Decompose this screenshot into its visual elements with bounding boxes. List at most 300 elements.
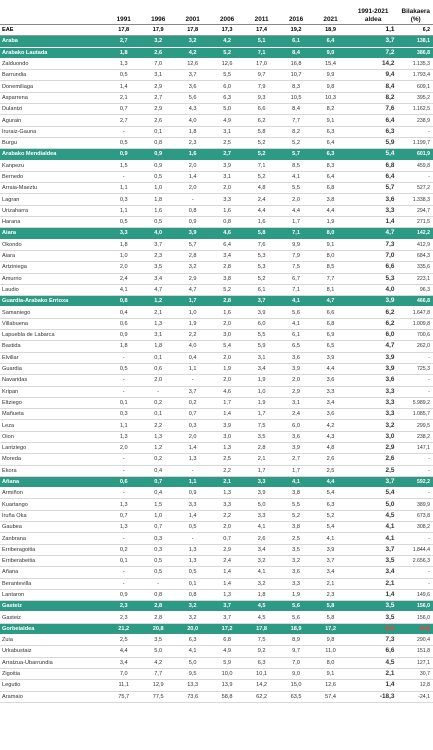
aldea-value: 4,5	[348, 510, 399, 521]
year-value: 6,7	[279, 273, 313, 284]
year-value: 1,0	[141, 510, 175, 521]
bilakaera-value: 1.647,8	[398, 307, 433, 318]
year-value: 0,3	[175, 420, 209, 431]
year-value: 6,4	[313, 171, 347, 182]
table-row	[0, 465, 433, 476]
table-row	[0, 409, 433, 420]
year-value: 3,2	[175, 36, 209, 47]
year-value: 2,4	[244, 194, 278, 205]
bilakaera-value: -	[398, 126, 433, 137]
year-value: 9,1	[313, 668, 347, 679]
table-row	[0, 262, 433, 273]
table-row	[0, 126, 433, 137]
year-value: 7,7	[141, 668, 175, 679]
year-value: 1,0	[244, 386, 278, 397]
row-name: Arabako Mendialdea	[0, 149, 106, 160]
year-value: 2,0	[175, 183, 209, 194]
aldea-value: 6,4	[348, 115, 399, 126]
table-row	[0, 81, 433, 92]
year-value: 5,2	[210, 284, 244, 295]
bilakaera-value: 527,2	[398, 183, 433, 194]
year-value: 7,1	[279, 228, 313, 239]
table-row	[0, 522, 433, 533]
aldea-value: 3,9	[348, 363, 399, 374]
column-header-2016: 2016	[279, 0, 313, 25]
table-row	[0, 217, 433, 228]
year-value: 4,1	[279, 296, 313, 307]
bilakaera-value: 335,6	[398, 262, 433, 273]
aldea-value: 9,4	[348, 70, 399, 81]
year-value: 4,1	[279, 476, 313, 487]
table-row	[0, 330, 433, 341]
aldea-value: 3,5	[348, 555, 399, 566]
aldea-value: 3,5	[348, 612, 399, 623]
aldea-value: 6,8	[348, 160, 399, 171]
row-name: Lantaron	[0, 589, 106, 600]
row-name: Samaniego	[0, 307, 106, 318]
year-value: 5,8	[313, 612, 347, 623]
aldea-value: 3,0	[348, 431, 399, 442]
year-value: 5,0	[210, 104, 244, 115]
year-value: -	[106, 126, 140, 137]
aldea-value: 1,1	[348, 25, 399, 36]
year-value: 6,8	[313, 183, 347, 194]
year-value: 2,7	[141, 92, 175, 103]
aldea-value: 3,9	[348, 352, 399, 363]
year-value: 4,7	[141, 284, 175, 295]
year-value: 2,1	[244, 454, 278, 465]
year-value: 3,4	[313, 397, 347, 408]
row-name: Arabako Lautada	[0, 47, 106, 58]
year-value: 1,4	[210, 409, 244, 420]
year-value: 4,0	[175, 115, 209, 126]
row-name: Oion	[0, 431, 106, 442]
year-value: 5,3	[244, 250, 278, 261]
year-value: 5,0	[244, 499, 278, 510]
year-value: 2,3	[175, 137, 209, 148]
year-value: 3,9	[175, 228, 209, 239]
year-value: 0,5	[106, 217, 140, 228]
year-value: 10,3	[313, 92, 347, 103]
year-value: 0,8	[141, 137, 175, 148]
table-row	[0, 183, 433, 194]
table-row	[0, 555, 433, 566]
year-value: 3,8	[210, 273, 244, 284]
year-value: 2,5	[279, 533, 313, 544]
year-value: 4,9	[210, 115, 244, 126]
year-value: 0,6	[106, 318, 140, 329]
year-value: 5,7	[279, 149, 313, 160]
year-value: 6,1	[279, 36, 313, 47]
year-value: 3,7	[210, 601, 244, 612]
aldea-value: 3,4	[348, 567, 399, 578]
year-value: 3,2	[244, 555, 278, 566]
row-name: Okondo	[0, 239, 106, 250]
row-name: Araba	[0, 36, 106, 47]
year-value: 4,4	[313, 476, 347, 487]
aldea-value: 5,3	[348, 273, 399, 284]
year-value: 4,4	[313, 363, 347, 374]
year-value: 9,9	[279, 239, 313, 250]
table-row	[0, 92, 433, 103]
year-value: -	[106, 488, 140, 499]
table-row	[0, 352, 433, 363]
year-value: 2,0	[175, 160, 209, 171]
year-value: 8,0	[313, 228, 347, 239]
aldea-value: -4,0	[348, 623, 399, 634]
year-value: 19,2	[279, 25, 313, 36]
year-value: -	[175, 375, 209, 386]
year-value: 18,9	[313, 25, 347, 36]
year-value: 2,9	[210, 544, 244, 555]
year-value: 3,3	[279, 578, 313, 589]
year-value: 2,5	[313, 465, 347, 476]
year-value: 2,7	[106, 115, 140, 126]
year-value: 7,9	[279, 250, 313, 261]
year-value: 5,2	[244, 149, 278, 160]
row-name: Lagran	[0, 194, 106, 205]
row-name: Aiara	[0, 228, 106, 239]
year-value: 1,1	[106, 183, 140, 194]
bilakaera-value: 223,1	[398, 273, 433, 284]
row-name: Zanbrana	[0, 533, 106, 544]
year-value: 4,3	[313, 431, 347, 442]
year-value: 17,8	[244, 623, 278, 634]
year-value: 1,3	[106, 431, 140, 442]
year-value: -	[175, 465, 209, 476]
year-value: 2,9	[141, 104, 175, 115]
year-value: 13,9	[210, 680, 244, 691]
row-name: Armiñon	[0, 488, 106, 499]
year-value: 0,1	[141, 352, 175, 363]
aldea-value: 6,6	[348, 262, 399, 273]
year-value: 3,9	[279, 363, 313, 374]
year-value: 3,9	[210, 420, 244, 431]
row-name: Arraia-Maeztu	[0, 183, 106, 194]
year-value: 1,8	[106, 47, 140, 58]
table-row	[0, 442, 433, 453]
aldea-value: 3,3	[348, 386, 399, 397]
year-value: 2,5	[210, 454, 244, 465]
bilakaera-value: 1.162,5	[398, 104, 433, 115]
bilakaera-value: -	[398, 567, 433, 578]
table-row	[0, 488, 433, 499]
bilakaera-value: 142,2	[398, 228, 433, 239]
table-row	[0, 194, 433, 205]
year-value: 8,0	[313, 657, 347, 668]
year-value: 7,7	[313, 273, 347, 284]
year-value: 4,2	[210, 36, 244, 47]
year-value: 1,3	[210, 589, 244, 600]
year-value: 1,7	[244, 465, 278, 476]
table-row	[0, 567, 433, 578]
year-value: 63,5	[279, 691, 313, 702]
year-value: 2,3	[106, 612, 140, 623]
year-value: 9,2	[244, 646, 278, 657]
year-value: 3,4	[106, 657, 140, 668]
table-row	[0, 160, 433, 171]
table-row	[0, 657, 433, 668]
year-value: -	[106, 454, 140, 465]
year-value: 2,6	[313, 454, 347, 465]
year-value: 11,1	[106, 680, 140, 691]
year-value: 0,1	[106, 555, 140, 566]
year-value: 6,3	[313, 126, 347, 137]
year-value: 0,7	[141, 522, 175, 533]
year-value: 9,0	[279, 668, 313, 679]
year-value: 7,6	[244, 239, 278, 250]
bilakaera-value: 149,6	[398, 589, 433, 600]
year-value: 1,8	[106, 341, 140, 352]
table-row	[0, 589, 433, 600]
year-value: 4,1	[106, 284, 140, 295]
year-value: 0,2	[106, 544, 140, 555]
table-row	[0, 612, 433, 623]
bilakaera-value: -	[398, 488, 433, 499]
year-value: 16,8	[279, 58, 313, 69]
table-row	[0, 363, 433, 374]
year-value: 1,1	[106, 205, 140, 216]
year-value: 77,5	[141, 691, 175, 702]
year-value: 14,2	[244, 680, 278, 691]
year-value: 6,6	[244, 104, 278, 115]
year-value: 6,5	[279, 341, 313, 352]
year-value: 1,7	[175, 296, 209, 307]
year-value: 5,6	[279, 307, 313, 318]
year-value: 7,5	[244, 635, 278, 646]
aldea-value: 3,2	[348, 420, 399, 431]
year-value: 9,9	[313, 70, 347, 81]
year-value: 3,9	[244, 307, 278, 318]
year-value: 1,3	[106, 58, 140, 69]
year-value: 8,2	[313, 104, 347, 115]
bilakaera-value: -24,1	[398, 691, 433, 702]
year-value: 2,1	[106, 92, 140, 103]
row-name: Gorbeialdea	[0, 623, 106, 634]
year-value: -	[106, 533, 140, 544]
year-value: 0,5	[141, 171, 175, 182]
year-value: 0,7	[210, 533, 244, 544]
year-value: 0,2	[141, 454, 175, 465]
year-value: 7,5	[244, 420, 278, 431]
year-value: 2,8	[210, 296, 244, 307]
year-value: 0,8	[210, 217, 244, 228]
year-value: 1,8	[106, 239, 140, 250]
year-value: 2,8	[210, 262, 244, 273]
year-value: 5,1	[244, 36, 278, 47]
year-value: 4,1	[244, 567, 278, 578]
year-value: 6,2	[244, 115, 278, 126]
year-value: 3,3	[244, 476, 278, 487]
year-value: 3,8	[279, 522, 313, 533]
year-value: 2,1	[141, 307, 175, 318]
row-name: Asparrena	[0, 92, 106, 103]
bilakaera-value: 395,2	[398, 92, 433, 103]
aldea-value: 1,4	[348, 589, 399, 600]
year-value: 2,1	[313, 578, 347, 589]
year-value: 8,4	[279, 104, 313, 115]
year-value: 7,5	[279, 262, 313, 273]
year-value: 0,8	[141, 589, 175, 600]
year-value: 3,3	[175, 499, 209, 510]
year-value: 4,1	[175, 646, 209, 657]
aldea-value: 4,1	[348, 533, 399, 544]
year-value: 3,4	[141, 273, 175, 284]
aldea-value: 3,3	[348, 409, 399, 420]
year-value: 4,1	[244, 522, 278, 533]
year-value: 0,1	[141, 409, 175, 420]
year-value: -	[175, 194, 209, 205]
table-row	[0, 431, 433, 442]
group-row	[0, 296, 433, 307]
year-value: 3,1	[279, 397, 313, 408]
year-value: 1,0	[175, 307, 209, 318]
year-value: 15,0	[279, 680, 313, 691]
aldea-value: 3,7	[348, 36, 399, 47]
year-value: 5,4	[210, 341, 244, 352]
year-value: 3,9	[210, 160, 244, 171]
year-value: 0,9	[175, 488, 209, 499]
table-row	[0, 635, 433, 646]
year-value: 3,9	[313, 544, 347, 555]
year-value: 4,1	[279, 318, 313, 329]
year-value: 4,4	[279, 205, 313, 216]
table-row	[0, 137, 433, 148]
year-value: 1,4	[175, 442, 209, 453]
bilakaera-value: 459,8	[398, 160, 433, 171]
year-value: 3,5	[141, 262, 175, 273]
aldea-value: 2,6	[348, 454, 399, 465]
year-value: 0,9	[141, 160, 175, 171]
year-value: 2,0	[106, 262, 140, 273]
table-row	[0, 273, 433, 284]
year-value: 13,3	[175, 680, 209, 691]
row-name: Guardia-Arabako Errioxa	[0, 296, 106, 307]
year-value: 17,2	[313, 623, 347, 634]
year-value: 7,1	[279, 284, 313, 295]
year-value: 9,8	[313, 635, 347, 646]
row-name: Moreda	[0, 454, 106, 465]
year-value: 1,4	[210, 578, 244, 589]
year-value: 1,9	[279, 589, 313, 600]
year-value: 5,4	[313, 522, 347, 533]
table-row	[0, 104, 433, 115]
column-header-2021: 2021	[313, 0, 347, 25]
aldea-value: 7,3	[348, 635, 399, 646]
year-value: 1,8	[175, 126, 209, 137]
year-value: 3,9	[279, 442, 313, 453]
year-value: 1,3	[210, 488, 244, 499]
row-name: Amurrio	[0, 273, 106, 284]
year-value: 9,7	[279, 646, 313, 657]
year-value: 0,5	[141, 217, 175, 228]
row-name: Erriberabeitia	[0, 555, 106, 566]
row-name: Donemiliaga	[0, 81, 106, 92]
table-row	[0, 250, 433, 261]
year-value: 4,0	[175, 341, 209, 352]
aldea-value: 4,1	[348, 522, 399, 533]
row-name: Urizaharra	[0, 205, 106, 216]
year-value: 3,3	[313, 386, 347, 397]
group-row	[0, 36, 433, 47]
table-row	[0, 544, 433, 555]
year-value: 5,2	[244, 171, 278, 182]
row-name: EAE	[0, 25, 106, 36]
year-value: 7,7	[279, 115, 313, 126]
year-value: 3,6	[313, 375, 347, 386]
table-row	[0, 578, 433, 589]
row-name: Añana	[0, 567, 106, 578]
bilakaera-value: 2.656,3	[398, 555, 433, 566]
row-name: Iruraiz-Gauna	[0, 126, 106, 137]
year-value: 62,2	[244, 691, 278, 702]
aldea-value: 7,2	[348, 47, 399, 58]
year-value: 0,9	[106, 589, 140, 600]
aldea-value: 1,4	[348, 217, 399, 228]
bilakaera-value: -	[398, 533, 433, 544]
year-value: 57,4	[313, 691, 347, 702]
table-row	[0, 680, 433, 691]
year-value: 17,4	[244, 25, 278, 36]
aldea-value: 3,9	[348, 296, 399, 307]
year-value: -	[106, 375, 140, 386]
table-row	[0, 58, 433, 69]
bilakaera-value: -	[398, 171, 433, 182]
column-header-2011: 2011	[244, 0, 278, 25]
year-value: 5,2	[279, 137, 313, 148]
aldea-value: 14,2	[348, 58, 399, 69]
bilakaera-value: 1.085,7	[398, 409, 433, 420]
year-value: 2,0	[279, 194, 313, 205]
year-value: 2,5	[210, 137, 244, 148]
row-name: Aiara	[0, 250, 106, 261]
year-value: 75,7	[106, 691, 140, 702]
row-name: Kripan	[0, 386, 106, 397]
year-value: 1,7	[210, 397, 244, 408]
year-value: 1,4	[210, 567, 244, 578]
year-value: 2,0	[141, 375, 175, 386]
year-value: 0,2	[141, 397, 175, 408]
year-value: 3,4	[244, 363, 278, 374]
bilakaera-value: 1.338,3	[398, 194, 433, 205]
column-header-bilakaera: Bilakaera (%)	[398, 0, 433, 25]
year-value: 1,7	[279, 217, 313, 228]
year-value: 4,8	[244, 183, 278, 194]
year-value: 6,3	[210, 92, 244, 103]
row-name: Navaridas	[0, 375, 106, 386]
year-value: -	[175, 533, 209, 544]
year-value: 1,0	[106, 250, 140, 261]
year-value: 0,1	[141, 126, 175, 137]
aldea-value: 7,3	[348, 239, 399, 250]
year-value: 3,9	[244, 488, 278, 499]
bilakaera-value: -	[398, 352, 433, 363]
year-value: 8,9	[279, 635, 313, 646]
bilakaera-value: 412,9	[398, 239, 433, 250]
row-name: Agurain	[0, 115, 106, 126]
year-value: 11,0	[313, 646, 347, 657]
bilakaera-value: 1.009,8	[398, 318, 433, 329]
year-value: 0,3	[106, 409, 140, 420]
aldea-value: 2,1	[348, 578, 399, 589]
year-value: 1,5	[106, 160, 140, 171]
year-value: 7,0	[279, 657, 313, 668]
year-value: 12,6	[175, 58, 209, 69]
year-value: 3,1	[244, 352, 278, 363]
year-value: 6,3	[313, 149, 347, 160]
year-value: 6,4	[313, 137, 347, 148]
aldea-value: 4,5	[348, 657, 399, 668]
